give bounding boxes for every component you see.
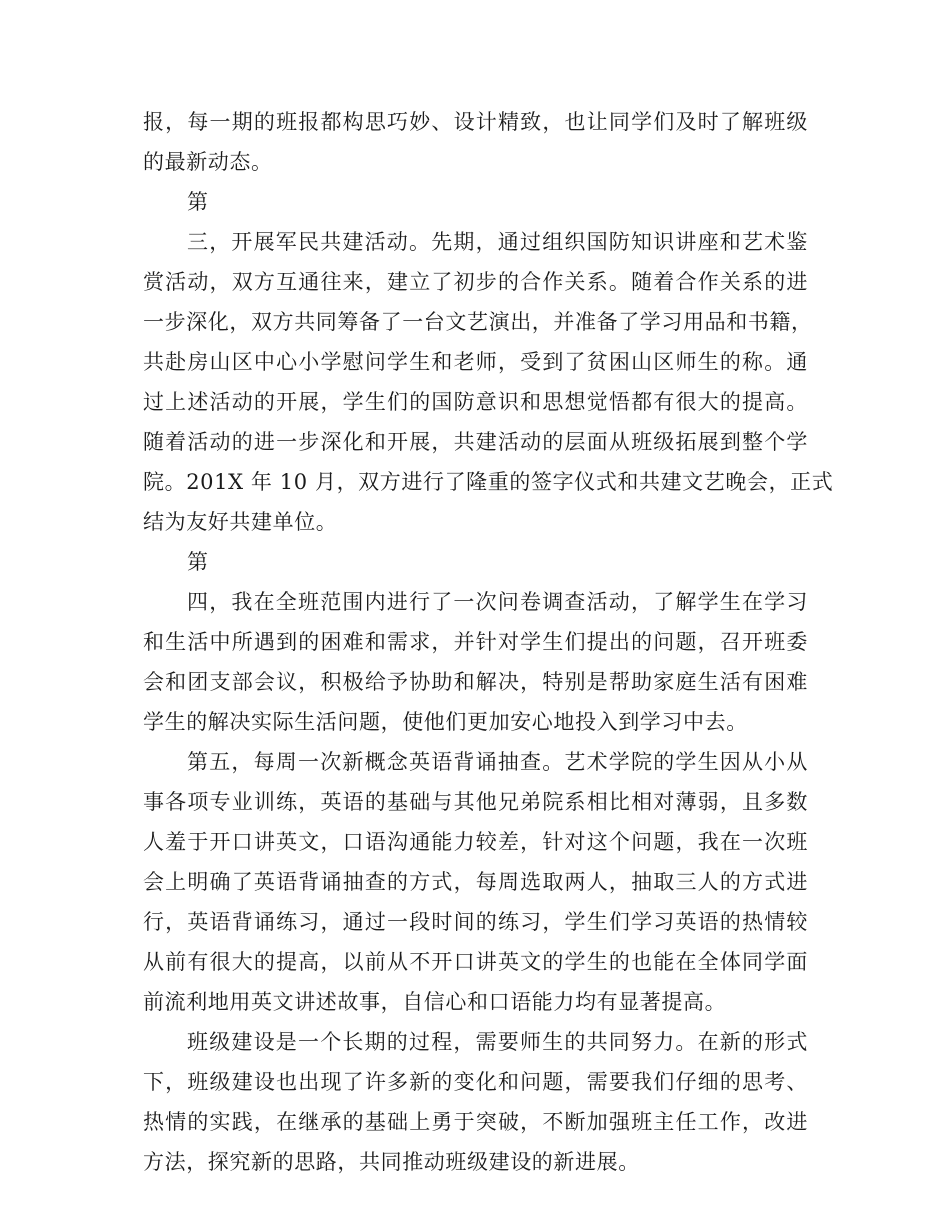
- text-line: 院。201X 年 10 月，双方进行了隆重的签字仪式和共建文艺晚会，正式: [143, 470, 834, 494]
- text-line: 结为友好共建单位。: [143, 510, 338, 534]
- text-line: 人羞于开口讲英文，口语沟通能力较差，针对这个问题，我在一次班: [143, 830, 808, 854]
- text-line: 赏活动，双方互通往来，建立了初步的合作关系。随着合作关系的进: [143, 270, 808, 294]
- text-line: 和生活中所遇到的困难和需求，并针对学生们提出的问题，召开班委: [143, 630, 808, 654]
- text-line: 第五，每周一次新概念英语背诵抽查。艺术学院的学生因从小从: [187, 750, 808, 774]
- text-line: 第: [187, 190, 209, 214]
- text-line: 报，每一期的班报都构思巧妙、设计精致，也让同学们及时了解班级: [143, 110, 808, 134]
- document-page: [143, 102, 834, 1182]
- text-line: 会上明确了英语背诵抽查的方式，每周选取两人，抽取三人的方式进: [143, 870, 808, 894]
- text-line: 随着活动的进一步深化和开展，共建活动的层面从班级拓展到整个学: [143, 430, 808, 454]
- text-line: 共赴房山区中心小学慰问学生和老师，受到了贫困山区师生的称。通: [143, 350, 808, 374]
- text-line: 第: [187, 550, 209, 574]
- text-line: 下，班级建设也出现了许多新的变化和问题，需要我们仔细的思考、: [143, 1070, 808, 1094]
- text-line: 热情的实践，在继承的基础上勇于突破，不断加强班主任工作，改进: [143, 1110, 808, 1134]
- text-line: 班级建设是一个长期的过程，需要师生的共同努力。在新的形式: [187, 1030, 808, 1054]
- text-line: 前流利地用英文讲述故事，自信心和口语能力均有显著提高。: [143, 990, 727, 1014]
- text-line: 会和团支部会议，积极给予协助和解决，特别是帮助家庭生活有困难: [143, 670, 808, 694]
- text-line: 行，英语背诵练习，通过一段时间的练习，学生们学习英语的热情较: [143, 910, 808, 934]
- text-line: 从前有很大的提高，以前从不开口讲英文的学生的也能在全体同学面: [143, 950, 808, 974]
- text-line: 一步深化，双方共同筹备了一台文艺演出，并准备了学习用品和书籍，: [143, 310, 813, 334]
- text-line: 四，我在全班范围内进行了一次问卷调查活动，了解学生在学习: [187, 590, 808, 614]
- text-line: 方法，探究新的思路，共同推动班级建设的新进展。: [143, 1150, 640, 1174]
- text-line: 三，开展军民共建活动。先期，通过组织国防知识讲座和艺术鉴: [187, 230, 808, 254]
- text-line: 过上述活动的开展，学生们的国防意识和思想觉悟都有很大的提高。: [143, 390, 808, 414]
- text-line: 事各项专业训练，英语的基础与其他兄弟院系相比相对薄弱，且多数: [143, 790, 808, 814]
- text-line: 的最新动态。: [143, 150, 273, 174]
- text-line: 学生的解决实际生活问题，使他们更加安心地投入到学习中去。: [143, 710, 748, 734]
